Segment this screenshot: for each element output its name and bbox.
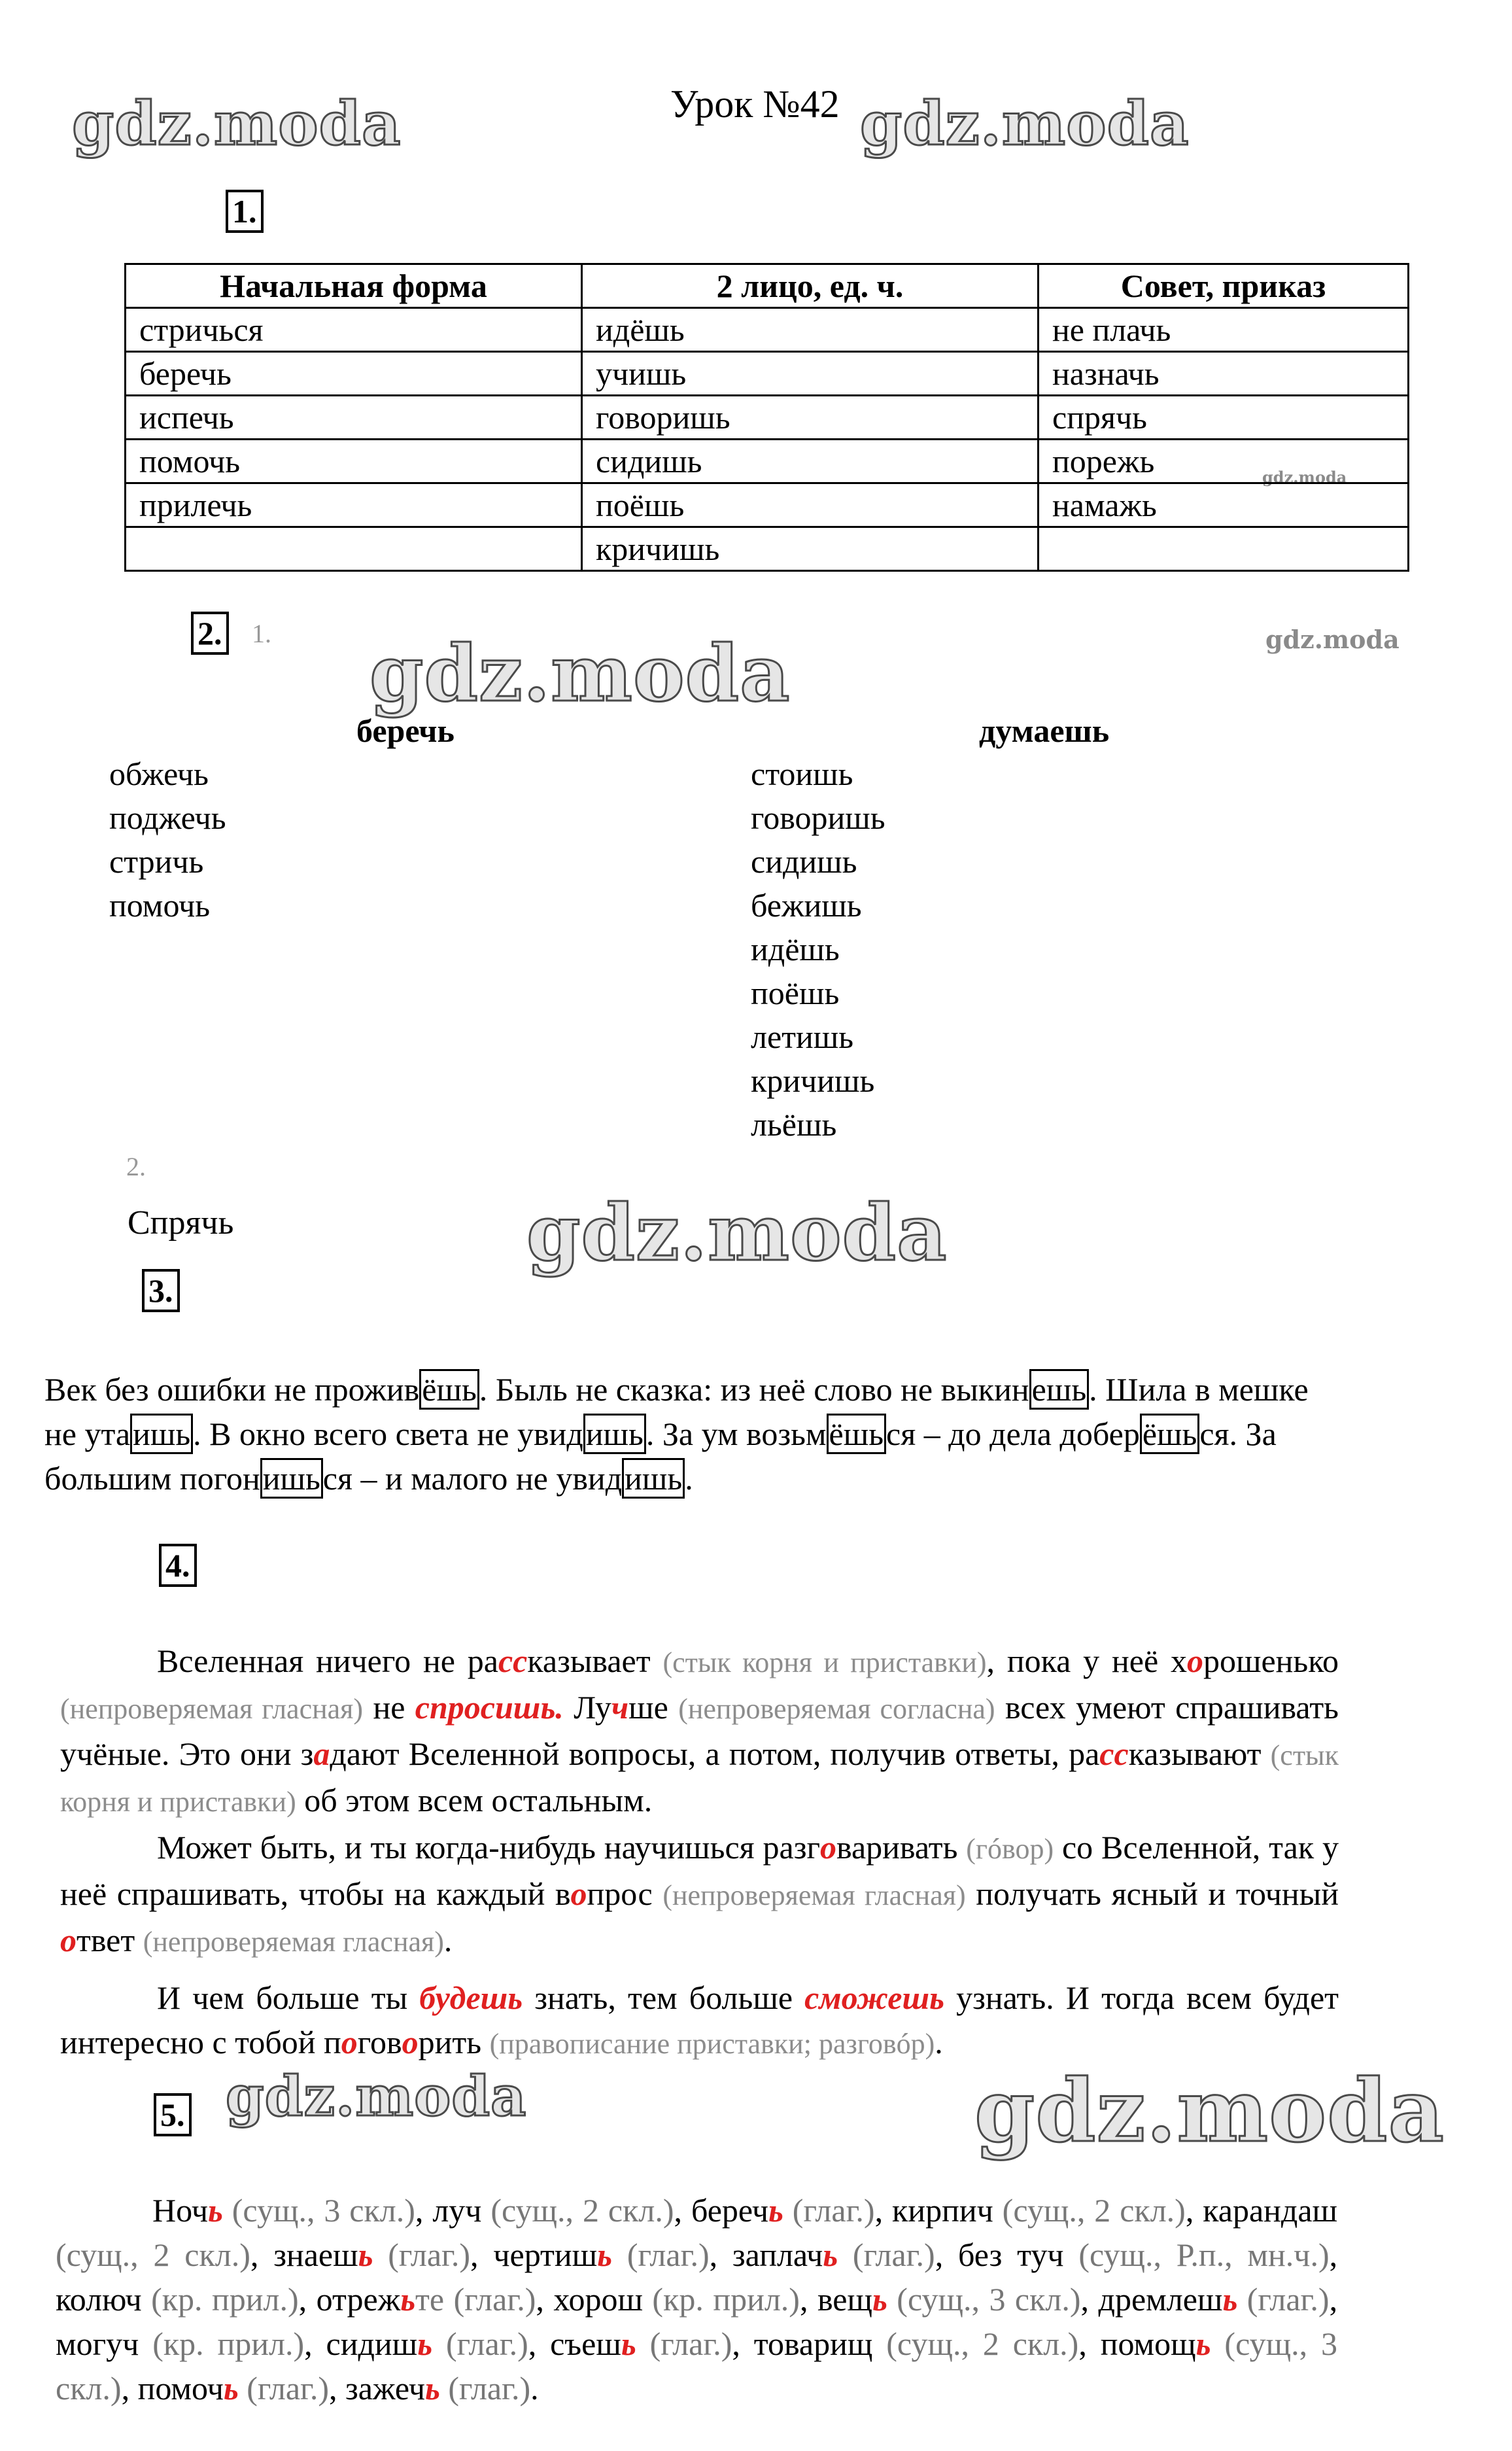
text-run: Век без ошибки не прожив [44, 1371, 420, 1408]
table-row [126, 308, 1409, 352]
ending-box: ёшь [1140, 1414, 1200, 1454]
word-item [326, 2325, 551, 2362]
header-cell: 2 лицо, ед. ч. [582, 264, 1039, 308]
word-stem: помощ [1100, 2325, 1196, 2362]
grammar-note: (сущ., 2 скл.) [872, 2325, 1079, 2362]
list-item: кричишь [751, 1062, 875, 1099]
text-run: . Шила в мешке не ута [44, 1371, 1309, 1452]
word-item [892, 2192, 1203, 2229]
soft-sign: ь [823, 2236, 838, 2273]
word-item [553, 2281, 817, 2318]
word-stem: вещ [817, 2281, 872, 2318]
note: (непроверяемая согласна) [678, 1693, 995, 1725]
note: (стык корня и приставки) [60, 1739, 1339, 1818]
table-row [126, 527, 1409, 571]
ending-box: ишь [130, 1414, 193, 1454]
highlight-word: будешь [419, 1979, 523, 2016]
separator: , [470, 2236, 494, 2273]
task-number: 4. [159, 1544, 197, 1587]
soft-sign: ь [872, 2281, 887, 2318]
ending-box: ёшь [419, 1369, 479, 1410]
soft-sign: ь [223, 2370, 239, 2407]
word-stem: луч [432, 2192, 482, 2229]
list-item: помочь [109, 887, 211, 924]
separator: , [121, 2370, 138, 2407]
watermark-logo: gdz.moda [974, 2060, 1445, 2162]
task-number: 2. [191, 612, 229, 655]
text-run: узнать. И тогда всем будет интересно с тобой п [60, 1979, 1339, 2060]
word-stem: помоч [137, 2370, 224, 2407]
separator: , [674, 2192, 691, 2229]
word-classification-text [56, 2188, 1337, 2410]
text-run: , пока у неё х [986, 1643, 1187, 1679]
text-run: ся. За большим погон [44, 1416, 1277, 1497]
table-cell: стричься [126, 308, 582, 352]
grammar-note: (сущ., 3 скл.) [222, 2192, 415, 2229]
grammar-note: (глаг.) [838, 2236, 935, 2273]
list-item: идёшь [751, 931, 840, 967]
text-run: казывает [527, 1643, 663, 1679]
grammar-note: (глаг.) [612, 2236, 710, 2273]
word-stem: береч [691, 2192, 769, 2229]
text-run: всех умеют спрашивать учёные. Это они з [60, 1689, 1339, 1772]
table-cell: спрячь [1039, 396, 1409, 440]
separator: , [874, 2192, 893, 2229]
soft-sign: ь [207, 2192, 223, 2229]
list-item: бежишь [751, 887, 862, 924]
proverbs-text [44, 1367, 1323, 1501]
text-run: . [685, 1460, 693, 1497]
paragraph-3 [60, 1975, 1339, 2066]
separator: , [1078, 2325, 1101, 2362]
table-cell: помочь [126, 440, 582, 483]
header-cell: Начальная форма [126, 264, 582, 308]
grammar-note: (кр. прил.) [141, 2281, 299, 2318]
word-stem: карандаш [1203, 2192, 1338, 2229]
separator: , [1329, 2281, 1338, 2318]
word-item [152, 2192, 432, 2229]
table-cell [126, 527, 582, 571]
table-cell: сидишь [582, 440, 1039, 483]
grammar-note: (глаг.) [432, 2325, 528, 2362]
table-header-row [126, 264, 1409, 308]
highlight-letters: ч [611, 1689, 629, 1726]
word-stem: заплач [732, 2236, 823, 2273]
subtask-number: 2. [126, 1152, 146, 1181]
grammar-note: (сущ., 2 скл.) [993, 2192, 1186, 2229]
note: (непроверяемая гласная) [60, 1693, 364, 1725]
soft-sign: ь [400, 2281, 416, 2318]
text-run: . За ум возьм [645, 1416, 827, 1452]
grammar-note: (глаг.) [373, 2236, 471, 2273]
text-run: ше [628, 1689, 679, 1726]
word-stem: чертиш [493, 2236, 598, 2273]
table-cell: намажь [1039, 483, 1409, 527]
word-item [345, 2370, 539, 2407]
text-run: знать, тем больше [523, 1979, 805, 2016]
note: (непроверяемая гласная) [143, 1926, 444, 1958]
text-run: ся – до дела добер [886, 1416, 1140, 1452]
highlight-letters: о [60, 1922, 77, 1958]
text-run: получать ясный и точный [965, 1875, 1339, 1912]
list-item: стоишь [751, 756, 853, 792]
highlight-letters: о [402, 2024, 419, 2060]
ending-box: ёшь [827, 1414, 887, 1454]
table-cell: испечь [126, 396, 582, 440]
word-item [493, 2236, 732, 2273]
word-item [432, 2192, 691, 2229]
grammar-note: (глаг.) [238, 2370, 330, 2407]
text-run: об этом всем остальным. [296, 1782, 653, 1818]
text-run: ся – и малого не увид [322, 1460, 623, 1497]
separator: , [935, 2236, 959, 2273]
list-item: стричь [109, 843, 204, 880]
grammar-note: (сущ., 3 скл.) [887, 2281, 1081, 2318]
watermark-logo: gdz.moda [1265, 625, 1400, 654]
watermark-logo: gdz.moda [1262, 468, 1347, 487]
note: (непроверяемая гласная) [662, 1879, 966, 1911]
table-cell: говоришь [582, 396, 1039, 440]
separator: , [732, 2325, 754, 2362]
word-item [754, 2325, 1101, 2362]
header-cell: Совет, приказ [1039, 264, 1409, 308]
separator: , [536, 2281, 554, 2318]
watermark-logo: gdz.moda [226, 2064, 527, 2129]
word-item [273, 2236, 493, 2273]
verb-forms-table [124, 263, 1409, 572]
task-number: 1. [226, 190, 264, 233]
word-item [817, 2281, 1099, 2318]
word-item [958, 2236, 1337, 2273]
list-item: обжечь [109, 756, 209, 792]
word-stem: товарищ [753, 2325, 873, 2362]
grammar-note: (сущ., 2 скл.) [481, 2192, 674, 2229]
table-row [126, 483, 1409, 527]
table-cell: поёшь [582, 483, 1039, 527]
soft-sign: ь [1222, 2281, 1238, 2318]
text-run: И чем больше ты [157, 1979, 420, 2016]
column-heading: думаешь [979, 712, 1110, 749]
highlight-letters: о [820, 1829, 836, 1866]
text-run: рить [418, 2024, 490, 2060]
separator: , [329, 2370, 346, 2407]
grammar-note: (глаг.) [439, 2370, 531, 2407]
grammar-note: (сущ., Р.п., мн.ч.) [1063, 2236, 1330, 2273]
soft-sign: ь [358, 2236, 373, 2273]
subtask-number: 1. [252, 619, 271, 648]
word-stem: сидиш [326, 2325, 418, 2362]
text-run: . [443, 1922, 453, 1958]
word-list-left [109, 752, 226, 928]
word-item [138, 2370, 345, 2407]
watermark-logo: gdz.moda [72, 88, 402, 159]
grammar-note: (глаг.) [636, 2325, 732, 2362]
separator: , [415, 2192, 433, 2229]
list-item: поёшь [751, 975, 840, 1011]
note: (стык корня и приставки) [662, 1646, 987, 1678]
word-item [56, 2325, 326, 2362]
highlight-word: спросишь. [415, 1689, 564, 1726]
word-stem: съеш [550, 2325, 621, 2362]
paragraph-1 [60, 1639, 1339, 1824]
highlight-letters: о [341, 2024, 358, 2060]
text-run: не [363, 1689, 415, 1726]
word-item [732, 2236, 958, 2273]
text-run: Лу [563, 1689, 611, 1726]
text-run: гов [357, 2024, 402, 2060]
note: (гóвор) [966, 1833, 1054, 1865]
word-item [691, 2192, 892, 2229]
word-item [1099, 2281, 1338, 2318]
separator: , [1080, 2281, 1099, 2318]
separator: , [528, 2325, 551, 2362]
list-item: поджечь [109, 799, 226, 836]
separator: , [1329, 2236, 1338, 2273]
word-stem: Ноч [152, 2192, 208, 2229]
list-item: говоришь [751, 799, 885, 836]
soft-sign: ь [621, 2325, 636, 2362]
word-stem: дремлеш [1098, 2281, 1223, 2318]
grammar-note: (кр. прил.) [642, 2281, 800, 2318]
ending-box: ишь [583, 1414, 646, 1454]
text-run: со Вселенной, так у неё спрашивать, чтобы на каждый в [60, 1829, 1339, 1912]
text-run: казывают [1128, 1735, 1271, 1772]
text-run: прос [587, 1875, 663, 1912]
word-list-right [751, 752, 885, 1147]
word-item [550, 2325, 754, 2362]
highlight-letters: о [1186, 1643, 1203, 1679]
separator: , [250, 2236, 274, 2273]
word-stem: колюч [56, 2281, 142, 2318]
grammar-note: (глаг.) [1237, 2281, 1330, 2318]
watermark-logo: gdz.moda [526, 1187, 948, 1278]
word-stem: зажеч [345, 2370, 425, 2407]
highlight-word: сможешь [804, 1979, 944, 2016]
table-cell: учишь [582, 352, 1039, 396]
word-stem: отреж [316, 2281, 401, 2318]
ending-box: ишь [260, 1458, 323, 1499]
separator: , [709, 2236, 732, 2273]
text-run: твет [77, 1922, 143, 1958]
table-row [126, 396, 1409, 440]
soft-sign: ь [424, 2370, 440, 2407]
grammar-note: (кр. прил.) [139, 2325, 305, 2362]
text-run: . В окно всего света не увид [193, 1416, 583, 1452]
word-item [317, 2281, 554, 2318]
word-stem: знаеш [273, 2236, 358, 2273]
soft-sign: ь [417, 2325, 433, 2362]
word-stem: без туч [958, 2236, 1064, 2273]
highlight-letters: о [570, 1875, 587, 1912]
text-run: Может быть, и ты когда-нибудь научишься разг [157, 1829, 820, 1866]
table-row [126, 440, 1409, 483]
highlight-letters: а [313, 1735, 330, 1772]
watermark-logo: gdz.moda [369, 628, 791, 719]
table-cell [1039, 527, 1409, 571]
separator: , [298, 2281, 317, 2318]
task-number: 5. [154, 2093, 192, 2136]
note: (правописание приставки; разговóр) [489, 2028, 935, 2060]
list-item: летишь [751, 1018, 854, 1055]
grammar-note: (сущ., 2 скл.) [56, 2236, 250, 2273]
ending-box: ишь [622, 1458, 685, 1499]
word-item [56, 2281, 317, 2318]
table-cell: назначь [1039, 352, 1409, 396]
text-run: . Быль не сказка: из неё слово не выкин [479, 1371, 1029, 1408]
table-cell: порежь [1039, 440, 1409, 483]
column-heading: беречь [356, 712, 455, 749]
word-stem: могуч [56, 2325, 139, 2362]
grammar-note: (сущ., 3 скл.) [56, 2325, 1337, 2407]
page-title: Урок №42 [670, 82, 840, 126]
separator: , [304, 2325, 326, 2362]
text-run: рошенько [1203, 1643, 1339, 1679]
list-item: сидишь [751, 843, 857, 880]
text-run: дают Вселенной вопросы, а потом, получив ответы, ра [330, 1735, 1100, 1772]
ending-box: ешь [1029, 1369, 1090, 1410]
separator: . [530, 2370, 539, 2407]
table-cell: беречь [126, 352, 582, 396]
paragraph-2 [60, 1825, 1339, 1964]
text-run: варивать [836, 1829, 967, 1866]
list-item: льёшь [751, 1106, 837, 1143]
grammar-note: те (глаг.) [415, 2281, 536, 2318]
table-row [126, 352, 1409, 396]
word-stem: хорош [553, 2281, 643, 2318]
word-stem: кирпич [892, 2192, 993, 2229]
answer-text: Спрячь [128, 1204, 234, 1242]
table-cell: идёшь [582, 308, 1039, 352]
highlight-letters: сс [1099, 1735, 1129, 1772]
separator: , [799, 2281, 817, 2318]
soft-sign: ь [1195, 2325, 1211, 2362]
text-run: . [935, 2024, 943, 2060]
grammar-note: (глаг.) [783, 2192, 875, 2229]
table-cell: кричишь [582, 527, 1039, 571]
soft-sign: ь [597, 2236, 613, 2273]
table-cell: прилечь [126, 483, 582, 527]
table-cell: не плачь [1039, 308, 1409, 352]
highlight-letters: сс [498, 1643, 528, 1679]
text-run: Вселенная ничего не ра [157, 1643, 498, 1679]
task-number: 3. [142, 1269, 180, 1312]
separator: , [1185, 2192, 1203, 2229]
watermark-logo: gdz.moda [860, 88, 1190, 159]
soft-sign: ь [768, 2192, 783, 2229]
